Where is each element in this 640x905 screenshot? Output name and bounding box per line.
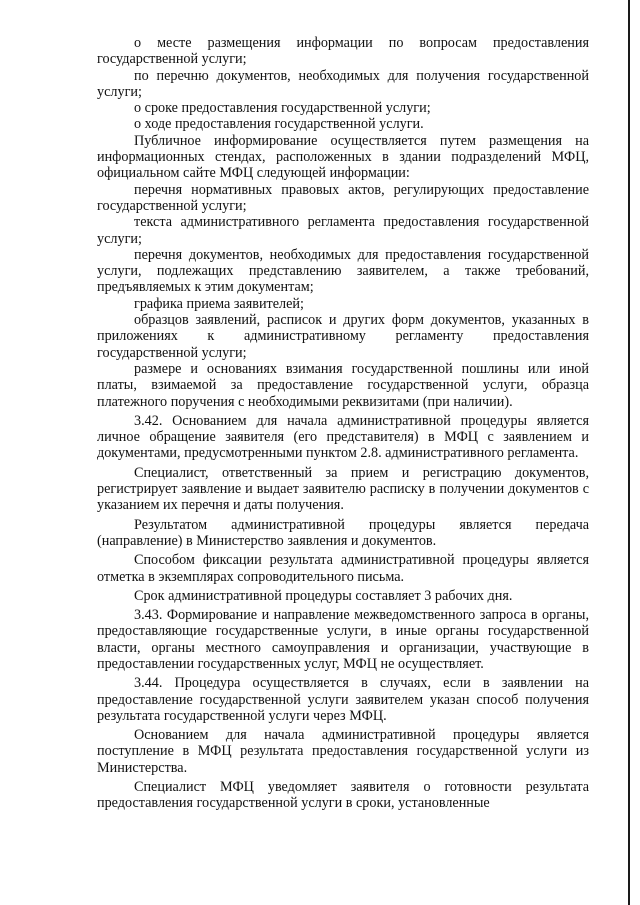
paragraph-info-progress: о ходе предоставления государственной услуги. — [134, 116, 424, 133]
paragraph-regulation-text: текста административного регламента предоставления государственной услуги; — [97, 214, 589, 247]
paragraph-form-samples: образцов заявлений, расписок и других форм документов, указанных в приложениях к административному регламенту предоставления государственной услуги; — [97, 312, 589, 361]
document-body — [97, 35, 589, 812]
paragraph-result-fixation: Способом фиксации результата административной процедуры является отметка в экземплярах сопроводительного письма. — [97, 552, 589, 585]
paragraph-section-3-43: 3.43. Формирование и направление межведомственного запроса в органы, предоставляющие государственные услуги, в иные органы государственной власти, органы местного самоуправления и организации, участвующие в предоставлении государственных услуг, МФЦ не осуществляет. — [97, 607, 589, 672]
paragraph-legal-acts: перечня нормативных правовых актов, регулирующих предоставление государственной услуги; — [97, 181, 589, 214]
paragraph-section-3-44: 3.44. Процедура осуществляется в случаях, если в заявлении на предоставление государственной услуги заявителем указан способ получения результата государственной услуги через МФЦ. — [97, 675, 589, 724]
paragraph-info-term: о сроке предоставления государственной услуги; — [134, 100, 431, 117]
paragraph-state-fee: размере и основаниях взимания государственной пошлины или иной платы, взимаемой за предоставление государственной услуги, образца платежного поручения с необходимыми реквизитами (при наличии). — [97, 360, 589, 410]
paragraph-info-documents-list: по перечню документов, необходимых для получения государственной услуги; — [97, 67, 589, 100]
paragraph-specialist-notifies: Специалист МФЦ уведомляет заявителя о готовности результата предоставления государственной услуги в сроки, установленные — [97, 779, 589, 812]
paragraph-required-documents: перечня документов, необходимых для предоставления государственной услуги, подлежащих представлению заявителем, а также требований, предъявляемых к этим документам; — [97, 246, 589, 296]
paragraph-reception-schedule: графика приема заявителей; — [134, 295, 304, 312]
paragraph-public-informing: Публичное информирование осуществляется путем размещения на информационных стендах, расположенных в здании подразделений МФЦ, официальном сайте МФЦ следующей информации: — [97, 132, 589, 182]
paragraph-procedure-term: Срок административной процедуры составляет 3 рабочих дня. — [134, 587, 513, 604]
paragraph-procedure-result: Результатом административной процедуры является передача (направление) в Министерство заявления и документов. — [97, 516, 589, 549]
paragraph-info-location: о месте размещения информации по вопросам предоставления государственной услуги; — [97, 35, 589, 68]
paragraph-specialist-registration: Специалист, ответственный за прием и регистрацию документов, регистрирует заявление и выдает заявителю расписку в получении документов с указанием их перечня и даты получения. — [97, 464, 589, 514]
page-edge-divider — [628, 0, 630, 905]
paragraph-section-3-42: 3.42. Основанием для начала административной процедуры является личное обращение заявителя (его представителя) в МФЦ с заявлением и документами, предусмотренными пунктом 2.8. административного регламента. — [97, 412, 589, 462]
paragraph-procedure-basis: Основанием для начала административной процедуры является поступление в МФЦ результата предоставления государственной услуги из Министерства. — [97, 727, 589, 776]
